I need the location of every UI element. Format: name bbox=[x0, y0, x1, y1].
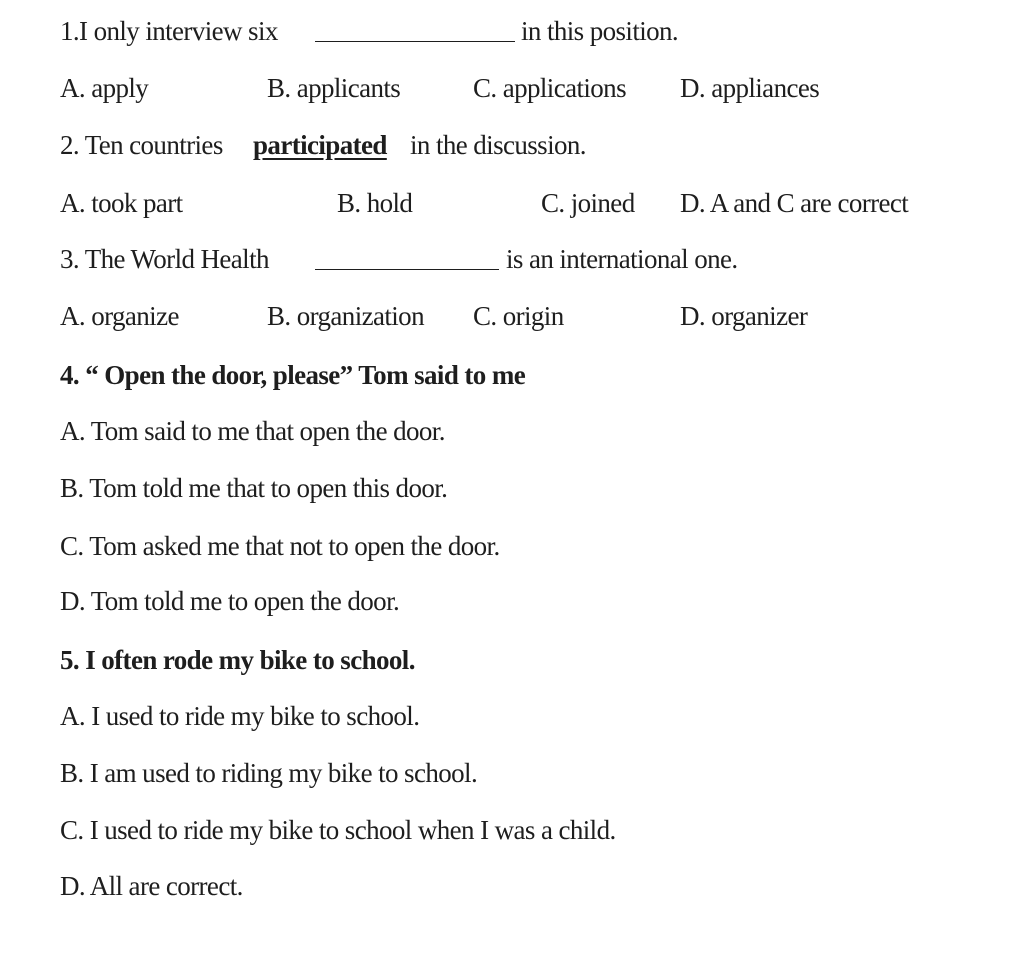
question-2-option-a: A. took part bbox=[60, 188, 183, 218]
question-5-option-d: D. All are correct. bbox=[60, 871, 243, 901]
question-3-option-c: C. origin bbox=[473, 301, 564, 331]
question-4-stem: 4. “ Open the door, please” Tom said to me bbox=[60, 360, 526, 390]
question-3-option-b: B. organization bbox=[267, 301, 424, 331]
question-1-option-a: A. apply bbox=[60, 73, 149, 103]
question-2-option-c: C. joined bbox=[541, 188, 635, 218]
question-3-text-after: is an international one. bbox=[506, 244, 738, 274]
question-1-option-b: B. applicants bbox=[267, 73, 401, 103]
question-2-option-d: D. A and C are correct bbox=[680, 188, 909, 218]
question-3-text-before: 3. The World Health bbox=[60, 244, 269, 274]
question-5-stem: 5. I often rode my bike to school. bbox=[60, 645, 415, 675]
question-2-option-b: B. hold bbox=[337, 188, 413, 218]
question-4-option-d: D. Tom told me to open the door. bbox=[60, 586, 400, 616]
question-5-option-b: B. I am used to riding my bike to school. bbox=[60, 758, 478, 788]
question-4-option-a: A. Tom said to me that open the door. bbox=[60, 416, 445, 446]
question-2-text-before: 2. Ten countries bbox=[60, 130, 223, 160]
question-1-option-c: C. applications bbox=[473, 73, 626, 103]
question-4-option-c: C. Tom asked me that not to open the door. bbox=[60, 531, 500, 561]
question-1-option-d: D. appliances bbox=[680, 73, 820, 103]
question-1-blank bbox=[315, 41, 515, 42]
question-3-option-d: D. organizer bbox=[680, 301, 808, 331]
question-2-text-after: in the discussion. bbox=[410, 130, 586, 160]
question-4-option-b: B. Tom told me that to open this door. bbox=[60, 473, 448, 503]
question-5-option-a: A. I used to ride my bike to school. bbox=[60, 701, 420, 731]
question-1-text-after: in this position. bbox=[521, 16, 679, 46]
question-3-blank bbox=[315, 269, 499, 270]
question-3-option-a: A. organize bbox=[60, 301, 179, 331]
question-1-text-before: 1.I only interview six bbox=[60, 16, 278, 46]
question-5-option-c: C. I used to ride my bike to school when I was a child. bbox=[60, 815, 616, 845]
question-2-underlined-word: participated bbox=[253, 130, 387, 160]
